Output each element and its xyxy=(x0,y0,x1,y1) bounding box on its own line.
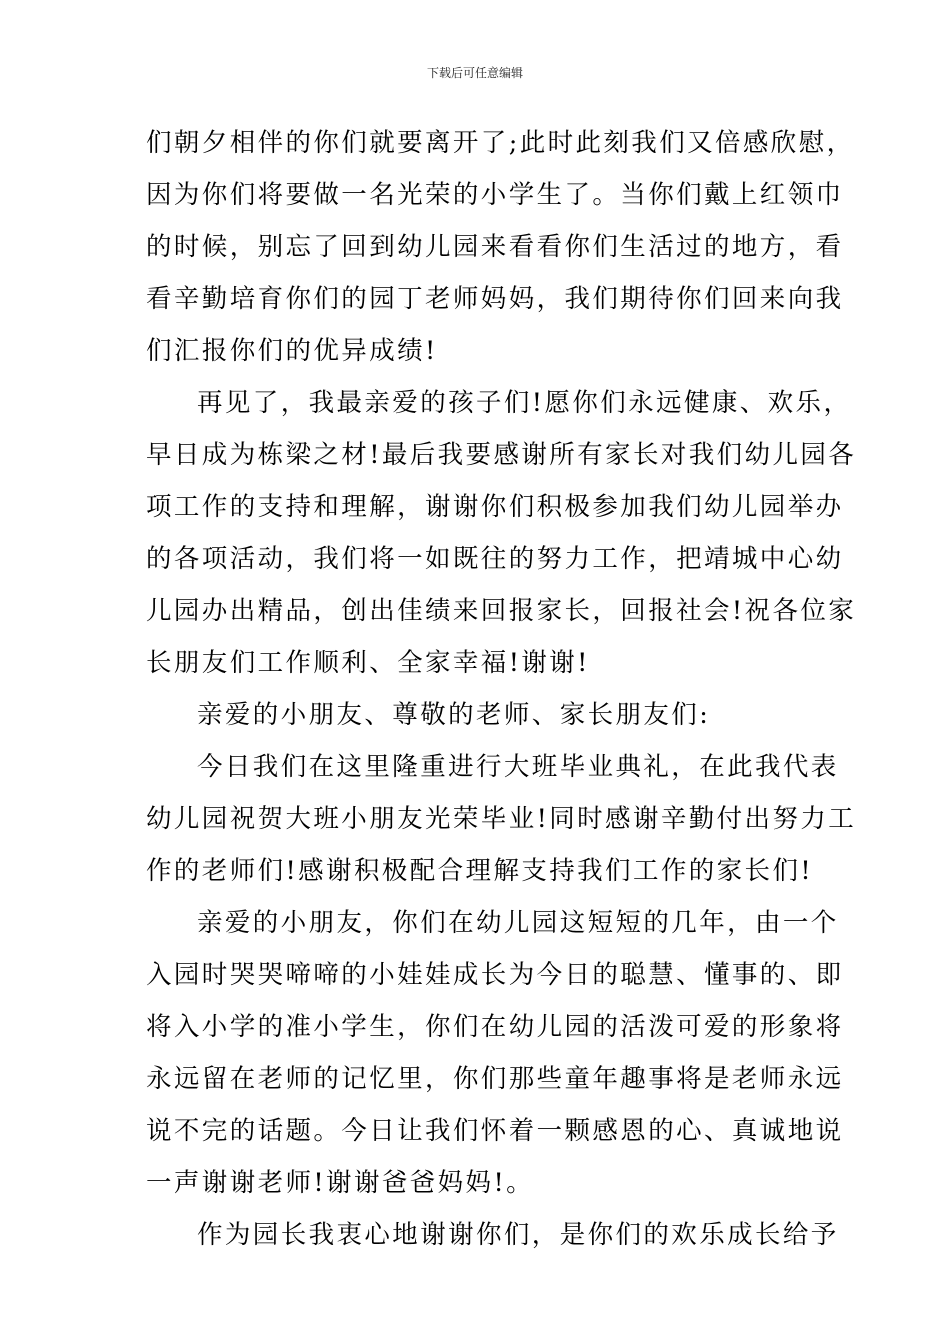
paragraph-1 xyxy=(146,117,855,377)
paragraph-5 xyxy=(146,897,844,1209)
text-line: 一声谢谢老师!谢谢爸爸妈妈!。 xyxy=(146,1168,534,1198)
document-body xyxy=(146,117,857,1261)
text-line: 儿园办出精品，创出佳绩来回报家长，回报社会!祝各位家 xyxy=(146,596,857,626)
text-line: 的各项活动，我们将一如既往的努力工作，把靖城中心幼 xyxy=(146,544,844,574)
text-line: 入园时哭哭啼啼的小娃娃成长为今日的聪慧、懂事的、即 xyxy=(146,960,844,990)
text-line: 长朋友们工作顺利、全家幸福!谢谢! xyxy=(146,648,590,678)
text-line: 作为园长我衷心地谢谢你们，是你们的欢乐成长给予 xyxy=(197,1220,839,1250)
text-line: 说不完的话题。今日让我们怀着一颗感恩的心、真诚地说 xyxy=(146,1116,844,1146)
text-line: 今日我们在这里隆重进行大班毕业典礼，在此我代表 xyxy=(197,752,839,782)
text-line: 们汇报你们的优异成绩! xyxy=(146,336,438,366)
text-line: 亲爱的小朋友，你们在幼儿园这短短的几年，由一个 xyxy=(197,908,839,938)
text-line: 亲爱的小朋友、尊敬的老师、家长朋友们: xyxy=(197,700,711,730)
text-line: 们朝夕相伴的你们就要离开了;此时此刻我们又倍感欣慰， xyxy=(146,128,855,158)
text-line: 看辛勤培育你们的园丁老师妈妈，我们期待你们回来向我 xyxy=(146,284,844,314)
page-header: 下载后可任意编辑 xyxy=(426,66,523,80)
text-line: 将入小学的准小学生，你们在幼儿园的活泼可爱的形象将 xyxy=(146,1012,844,1042)
paragraph-3 xyxy=(146,689,808,741)
paragraph-4 xyxy=(146,741,857,897)
text-line: 早日成为栋梁之材!最后我要感谢所有家长对我们幼儿园各 xyxy=(146,440,857,470)
text-line: 幼儿园祝贺大班小朋友光荣毕业!同时感谢辛勤付出努力工 xyxy=(146,804,857,834)
text-line: 再见了，我最亲爱的孩子们!愿你们永远健康、欢乐， xyxy=(197,388,852,418)
text-line: 的时候，别忘了回到幼儿园来看看你们生活过的地方，看 xyxy=(146,232,844,262)
paragraph-2 xyxy=(146,377,857,689)
text-line: 项工作的支持和理解，谢谢你们积极参加我们幼儿园举办 xyxy=(146,492,844,522)
paragraph-6 xyxy=(146,1209,839,1261)
text-line: 因为你们将要做一名光荣的小学生了。当你们戴上红领巾 xyxy=(146,180,844,210)
text-line: 永远留在老师的记忆里，你们那些童年趣事将是老师永远 xyxy=(146,1064,844,1094)
text-line: 作的老师们!感谢积极配合理解支持我们工作的家长们! xyxy=(146,856,813,886)
